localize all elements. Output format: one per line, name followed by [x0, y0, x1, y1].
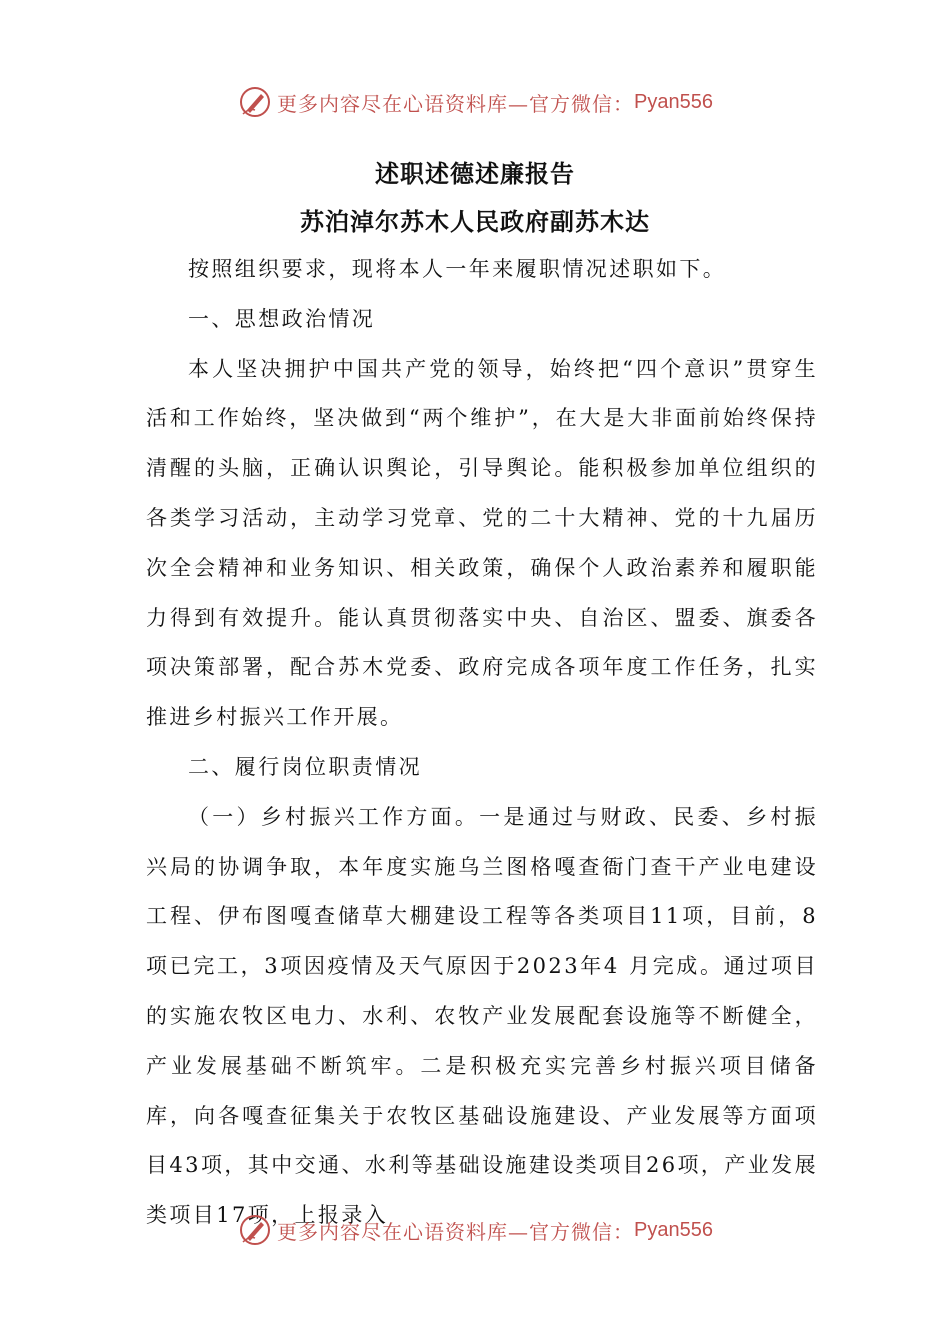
- section-heading-2: 二、履行岗位职责情况: [188, 754, 422, 779]
- watermark-wechat-id: Pyan556: [634, 90, 713, 113]
- paragraph-intro: 按照组织要求，现将本人一年来履职情况述职如下。: [188, 257, 727, 281]
- pen-logo-icon: [237, 1212, 273, 1248]
- document-subtitle: 苏泊淖尔苏木人民政府副苏木达: [300, 207, 650, 236]
- watermark-wechat-id: Pyan556: [634, 1218, 713, 1241]
- pen-logo-icon: [237, 84, 273, 120]
- section-heading-1: 一、思想政治情况: [188, 306, 376, 331]
- watermark-footer: [0, 1210, 950, 1250]
- paragraph-political: 本人坚决拥护中国共产党的领导，始终把“四个意识”贯穿生活和工作始终，坚决做到“两个维护”，在大是大非面前始终保持清醒的头脑，正确认识舆论，引导舆论。能积极参加单位组织的各类学习活动，主动学习党章、党的二十大精神、党的十九届历次全会精神和业务知识、相关政策，确保个人政治素养和履职能力得到有效提升。能认真贯彻落实中央、自治区、盟委、旗委各项决策部署，配合苏木党委、政府完成各项年度工作任务，扎实推进乡村振兴工作开展。: [146, 356, 818, 730]
- paragraph-rural-revitalization: （一）乡村振兴工作方面。一是通过与财政、民委、乡村振兴局的协调争取，本年度实施乌兰图格嘎查衙门查干产业电建设工程、伊布图嘎查储草大棚建设工程等各类项目11项，目前，8项已完工，3项因疫情及天气原因于2023年4 月完成。通过项目的实施农牧区电力、水利、农牧产业发展配套设施等不断健全，产业发展基础不断筑牢。二是积极充实完善乡村振兴项目储备库，向各嘎查征集关于农牧区基础设施建设、产业发展等方面项目43项，其中交通、水利等基础设施建设类项目26项，产业发展类项目17项，上报录入: [146, 804, 818, 1228]
- document-title: 述职述德述廉报告: [375, 159, 575, 188]
- watermark-header: [0, 82, 950, 122]
- watermark-text: 更多内容尽在心语资料库—官方微信：: [277, 1219, 635, 1244]
- document-body: [146, 245, 818, 1241]
- watermark-text: 更多内容尽在心语资料库—官方微信：: [277, 91, 635, 116]
